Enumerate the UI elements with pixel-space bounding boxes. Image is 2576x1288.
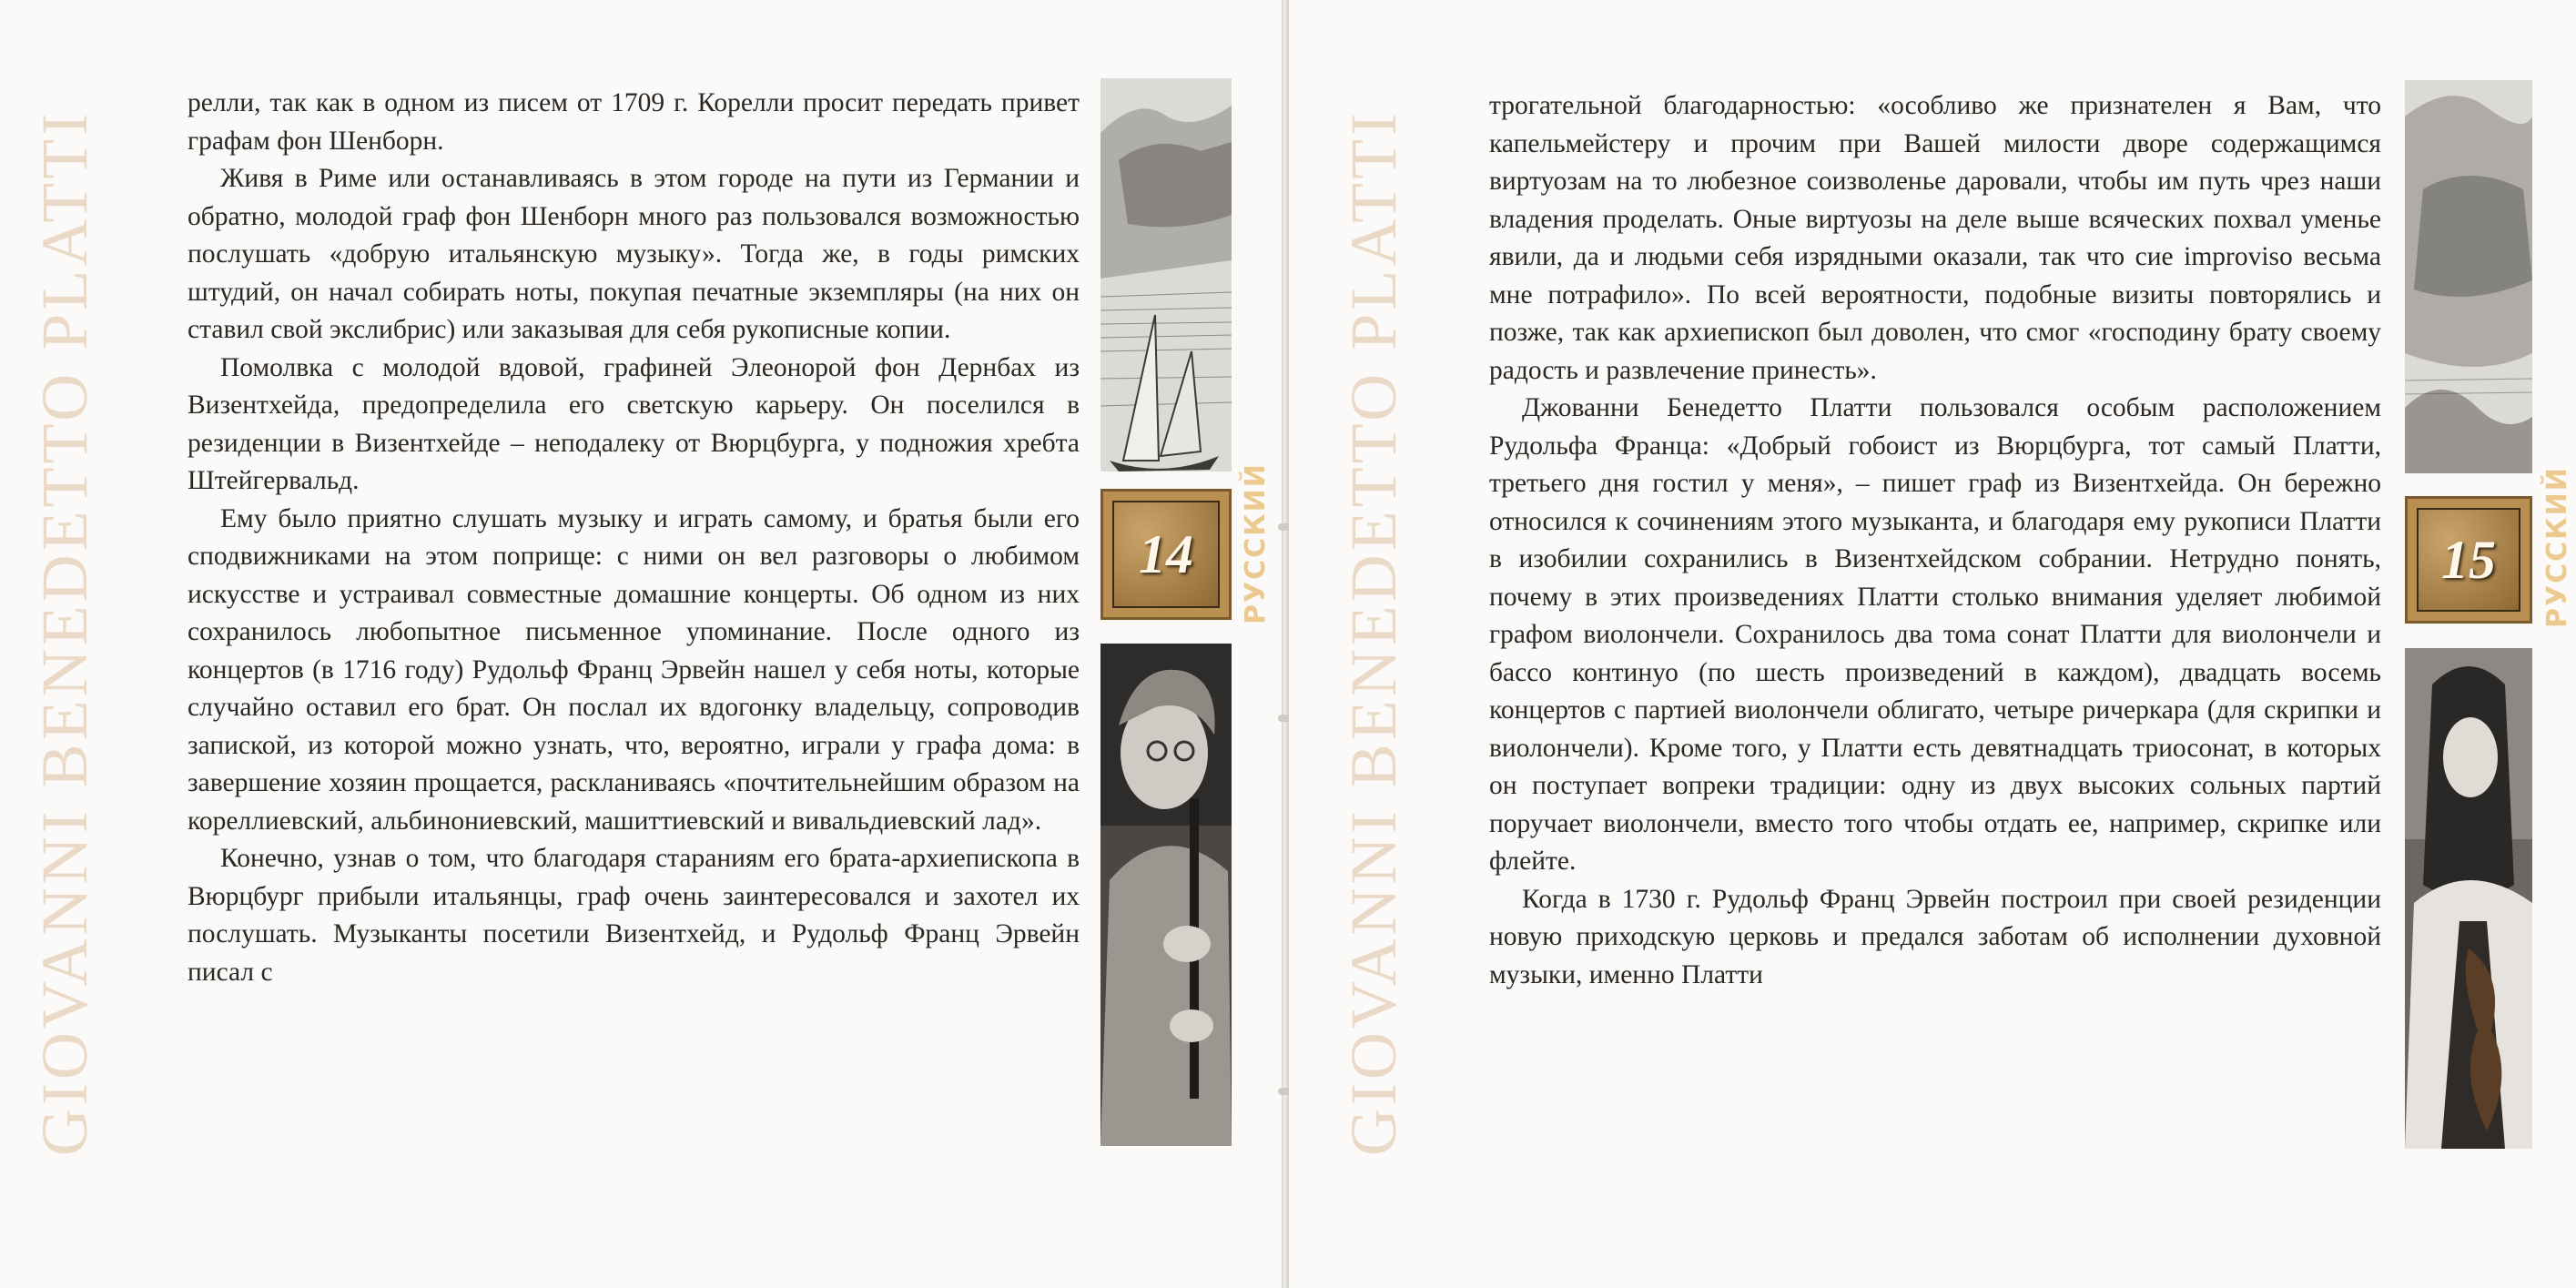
language-label: РУССКИЙ — [2541, 466, 2573, 628]
paragraph: Когда в 1730 г. Рудольф Франц Эрвейн построил при своей резиденции новую приходскую церковь и предался заботам об исполнении духовной музыки, именно Платти — [1489, 884, 2381, 989]
paragraph: Конечно, узнав о том, что благодаря стараниям его брата-архиепископа в Вюрцбург прибыли итальянцы, граф очень заинтересовался и захотел их послушать. Музыканты посетили Визентхейд, и Рудольф Франц Эрвейн писал с — [188, 844, 1080, 987]
body-text — [188, 85, 1080, 991]
right-page — [1289, 0, 2576, 1288]
page-number-emblem — [1100, 489, 1232, 620]
paragraph: Ему было приятно слушать музыку и играть самому, и братья были его сподвижниками на этом поприще: с ними он вел разговоры о любимом искусстве и устраивал совместные домашние концерты. Об одном из них сохранилось любопытное письменное упоминание. После одного из концертов (в 1716 году) Рудольф Франц Эрвейн нашел у себя ноты, которые случайно оставил его брат. Он послал их вдогонку владельцу, сопроводив запиской, из которой можно узнать, что, вероятно, играли у графа дома: в завершение хозяин прощается, раскланиваясь «почтительнейшим образом на кореллиевский, альбинониевский, машиттиевский и вивальдиевский лад». — [188, 503, 1080, 836]
paragraph: релли, так как в одном из писем от 1709 г. Корелли просит передать привет графам фон Шенборн. — [188, 88, 1080, 156]
running-title: GIOVANNI BENEDETTO PLATTI — [1337, 109, 1410, 1156]
paragraph: трогательной благодарностью: «особливо же признателен я Вам, что капельмейстеру и прочим при Вашей милости дворе содержащимся виртуозам на то любезное соизволенье даровали, чтобы им путь чрез наши владения проделать. Оные виртуозы на деле выше всяческих похвал уменье явили, да и людьми себя изрядными оказали, так что сие improviso весьма мне потрафило». По всей вероятности, подобные визиты повторялись и позже, так как архиепископ был доволен, что смог «господину брату своему радость и развлечение принесть». — [1489, 91, 2381, 385]
paragraph: Джованни Бенедетто Платти пользовался особым расположением Рудольфа Франца: «Добрый гобоист из Вюрцбурга, тот самый Платти, третьего дня гостил у меня», – пишет граф из Визентхейда. Он бережно относился к сочинениям этого музыканта, и благодаря ему рукописи Платти в изобилии сохранились в Визентхейдском собрании. Нетрудно понять, почему в этих произведениях Платти столько внимания уделяет любимой графом виолончели. Сохранилось два тома сонат Платти для виолончели и бассо континуо (по шесть произведений в каждом), двадцать восемь концертов с партией виолончели облигато, четыре ричеркара (для скрипки и виолончели). Кроме того, у Платти есть девятнадцать триосонат, в которых он поступает вопреки традиции: одну из двух высоких сольных партий поручает виолончели, вместо того чтобы отдать ее, например, скрипке или флейте. — [1489, 393, 2381, 876]
language-label: РУССКИЙ — [1240, 462, 1272, 624]
page-number-emblem — [2405, 496, 2532, 624]
page-number: 15 — [2441, 529, 2496, 590]
photo-violinist — [2405, 648, 2532, 1149]
running-title: GIOVANNI BENEDETTO PLATTI — [28, 109, 101, 1156]
rock-engraving — [2405, 80, 2532, 473]
photo-oboist — [1100, 644, 1232, 1146]
paragraph: Живя в Риме или останавливаясь в этом городе на пути из Германии и обратно, молодой граф фон Шенборн много раз пользовался возможностью послушать «добрую итальянскую музыку». Тогда же, в годы римских штудий, он начал собирать ноты, покупая печатные экземпляры (на них он ставил свой экслибрис) или заказывая для себя рукописные копии. — [188, 164, 1080, 344]
left-page — [0, 0, 1282, 1288]
paragraph: Помолвка с молодой вдовой, графиней Элеонорой фон Дернбах из Визентхейда, предопределила его светскую карьеру. Он поселился в резиденции в Визентхейде – неподалеку от Вюрцбурга, у подножия хребта Штейгервальд. — [188, 352, 1080, 495]
sailboat-engraving — [1100, 78, 1232, 472]
page-number: 14 — [1139, 523, 1193, 584]
body-text — [1489, 87, 2381, 994]
